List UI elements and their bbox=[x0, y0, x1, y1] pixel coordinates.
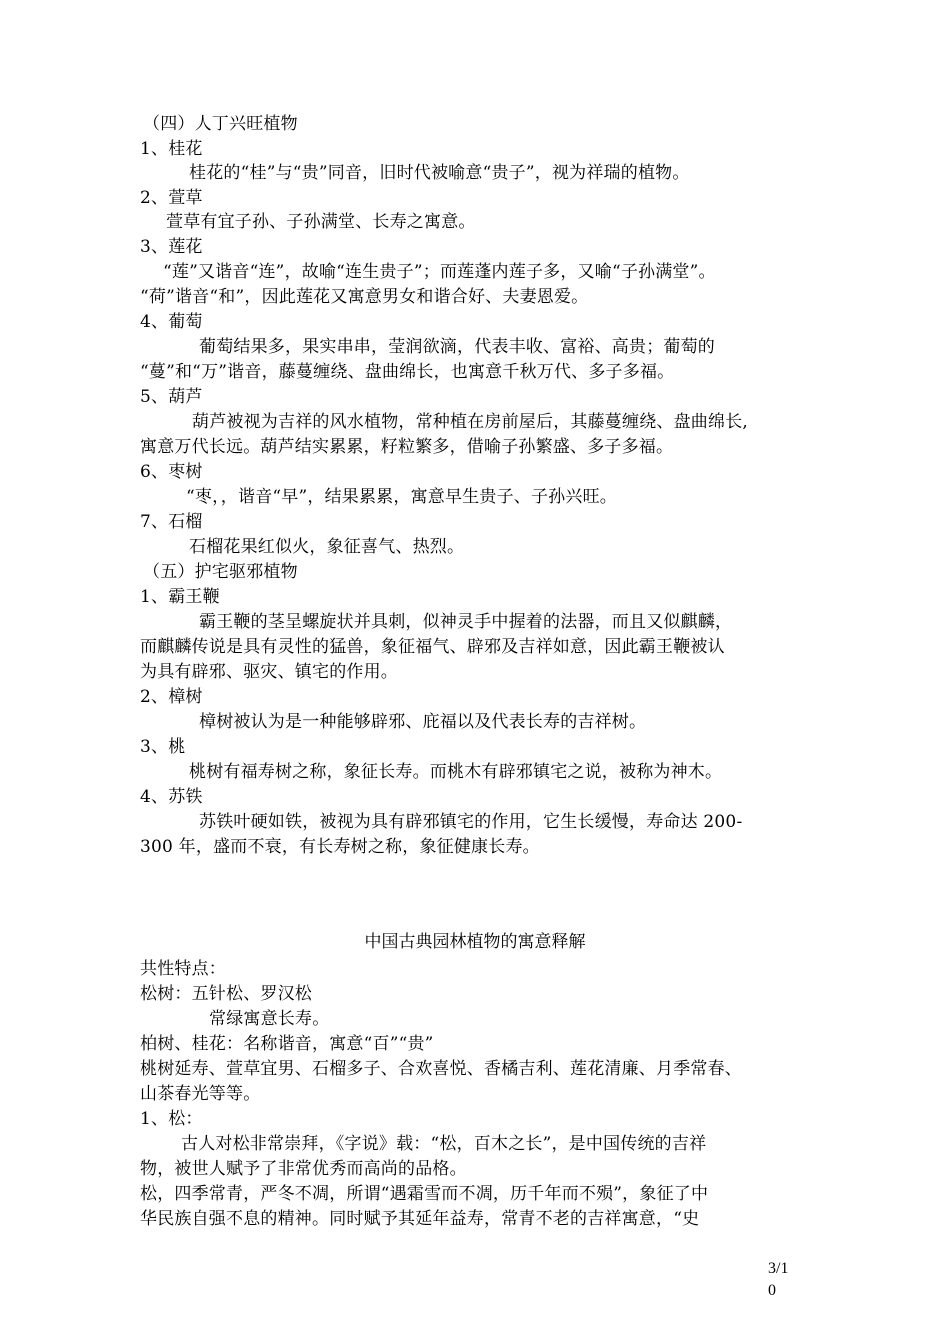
item-title-hulu: 5、葫芦 bbox=[140, 387, 203, 407]
item-text-zaoshu: “枣，，谐音“早”，结果累累，寓意早生贵子、子孙兴旺。 bbox=[186, 487, 617, 507]
body-line-5: 桃树延寿、萱草宜男、石榴多子、合欢喜悦、香橘吉利、莲花清廉、月季常春、 bbox=[140, 1059, 742, 1079]
item-text-putao-1: 葡萄结果多，果实串串，莹润欲滴，代表丰收、富裕、高贵；葡萄的 bbox=[199, 337, 715, 357]
item-text-sutie-1: 苏铁叶硬如铁，被视为具有辟邪镇宅的作用，它生长缓慢，寿命达 200- bbox=[199, 812, 743, 832]
item-title-bawangbian: 1、霸王鞭 bbox=[140, 587, 220, 607]
body-line-8: 古人对松非常崇拜，《字说》载：“松，百木之长”，是中国传统的吉祥 bbox=[181, 1134, 707, 1154]
body-line-2: 松树：五针松、罗汉松 bbox=[140, 984, 312, 1004]
item-title-putao: 4、葡萄 bbox=[140, 312, 203, 332]
page-number-line-2: 0 bbox=[768, 1282, 776, 1299]
item-title-zhangshu: 2、樟树 bbox=[140, 687, 203, 707]
body-line-9: 物，被世人赋予了非常优秀而高尚的品格。 bbox=[140, 1159, 467, 1179]
item-text-bawangbian-1: 霸王鞭的茎呈螺旋状并具刺，似神灵手中握着的法器，而且又似麒麟， bbox=[199, 612, 733, 632]
item-text-lianhua-1: “莲”又谐音“连”，故喻“连生贵子”；而莲蓬内莲子多，又喻“子孙满堂”。 bbox=[163, 262, 716, 282]
item-text-zhangshu: 樟树被认为是一种能够辟邪、庇福以及代表长寿的吉祥树。 bbox=[199, 712, 647, 732]
body-line-3: 常绿寓意长寿。 bbox=[209, 1009, 330, 1029]
item-text-bawangbian-3: 为具有辟邪、驱灾、镇宅的作用。 bbox=[140, 662, 398, 682]
item-text-shiliu: 石榴花果红似火，象征喜气、热烈。 bbox=[189, 537, 465, 557]
item-text-sutie-2: 300 年，盛而不衰，有长寿树之称，象征健康长寿。 bbox=[140, 837, 540, 857]
item-text-putao-2: “蔓”和“万”谐音，藤蔓缠绕、盘曲绵长，也寓意千秋万代、多子多福。 bbox=[140, 362, 675, 382]
body-line-10: 松，四季常青，严冬不凋，所谓“遇霜雪而不凋，历千年而不殒”，象征了中 bbox=[140, 1184, 709, 1204]
item-text-lianhua-2: “荷”谐音“和”，因此莲花又寓意男女和谐合好、夫妻恩爱。 bbox=[140, 287, 589, 307]
body-line-6: 山茶春光等等。 bbox=[140, 1084, 261, 1104]
item-text-hulu-1: 葫芦被视为吉祥的风水植物，常种植在房前屋后，其藤蔓缠绕、盘曲绵长, bbox=[192, 412, 749, 432]
item-text-guihua: 桂花的“桂”与“贵”同音，旧时代被喻意“贵子”，视为祥瑞的植物。 bbox=[189, 163, 690, 183]
item-text-bawangbian-2: 而麒麟传说是具有灵性的猛兽，象征福气、辟邪及吉祥如意，因此霸王鞭被认 bbox=[140, 637, 725, 657]
item-title-xuancao: 2、萱草 bbox=[140, 188, 203, 208]
body-line-7: 1、松： bbox=[140, 1109, 203, 1129]
body-line-1: 共性特点： bbox=[140, 959, 226, 979]
item-title-guihua: 1、桂花 bbox=[140, 139, 203, 159]
item-title-shiliu: 7、石榴 bbox=[140, 512, 203, 532]
page-number-line-1: 3/1 bbox=[768, 1260, 789, 1277]
item-title-zaoshu: 6、枣树 bbox=[140, 462, 203, 482]
item-text-tao: 桃树有福寿树之称，象征长寿。而桃木有辟邪镇宅之说，被称为神木。 bbox=[189, 762, 723, 782]
section-heading-4: （四）人丁兴旺植物 bbox=[143, 114, 298, 134]
item-text-xuancao: 萱草有宜子孙、子孙满堂、长寿之寓意。 bbox=[166, 212, 476, 232]
body-line-11: 华民族自强不息的精神。同时赋予其延年益寿，常青不老的吉祥寓意，“史 bbox=[140, 1209, 700, 1229]
section-heading-5: （五）护宅驱邪植物 bbox=[143, 562, 298, 582]
item-title-sutie: 4、苏铁 bbox=[140, 787, 203, 807]
item-title-tao: 3、桃 bbox=[140, 737, 186, 757]
item-text-hulu-2: 寓意万代长远。葫芦结实累累，籽粒繁多，借喻子孙繁盛、多子多福。 bbox=[140, 437, 674, 457]
item-title-lianhua: 3、莲花 bbox=[140, 237, 203, 257]
document-title: 中国古典园林植物的寓意释解 bbox=[364, 932, 586, 952]
body-line-4: 柏树、桂花：名称谐音，寓意“百”“贵” bbox=[140, 1034, 434, 1054]
